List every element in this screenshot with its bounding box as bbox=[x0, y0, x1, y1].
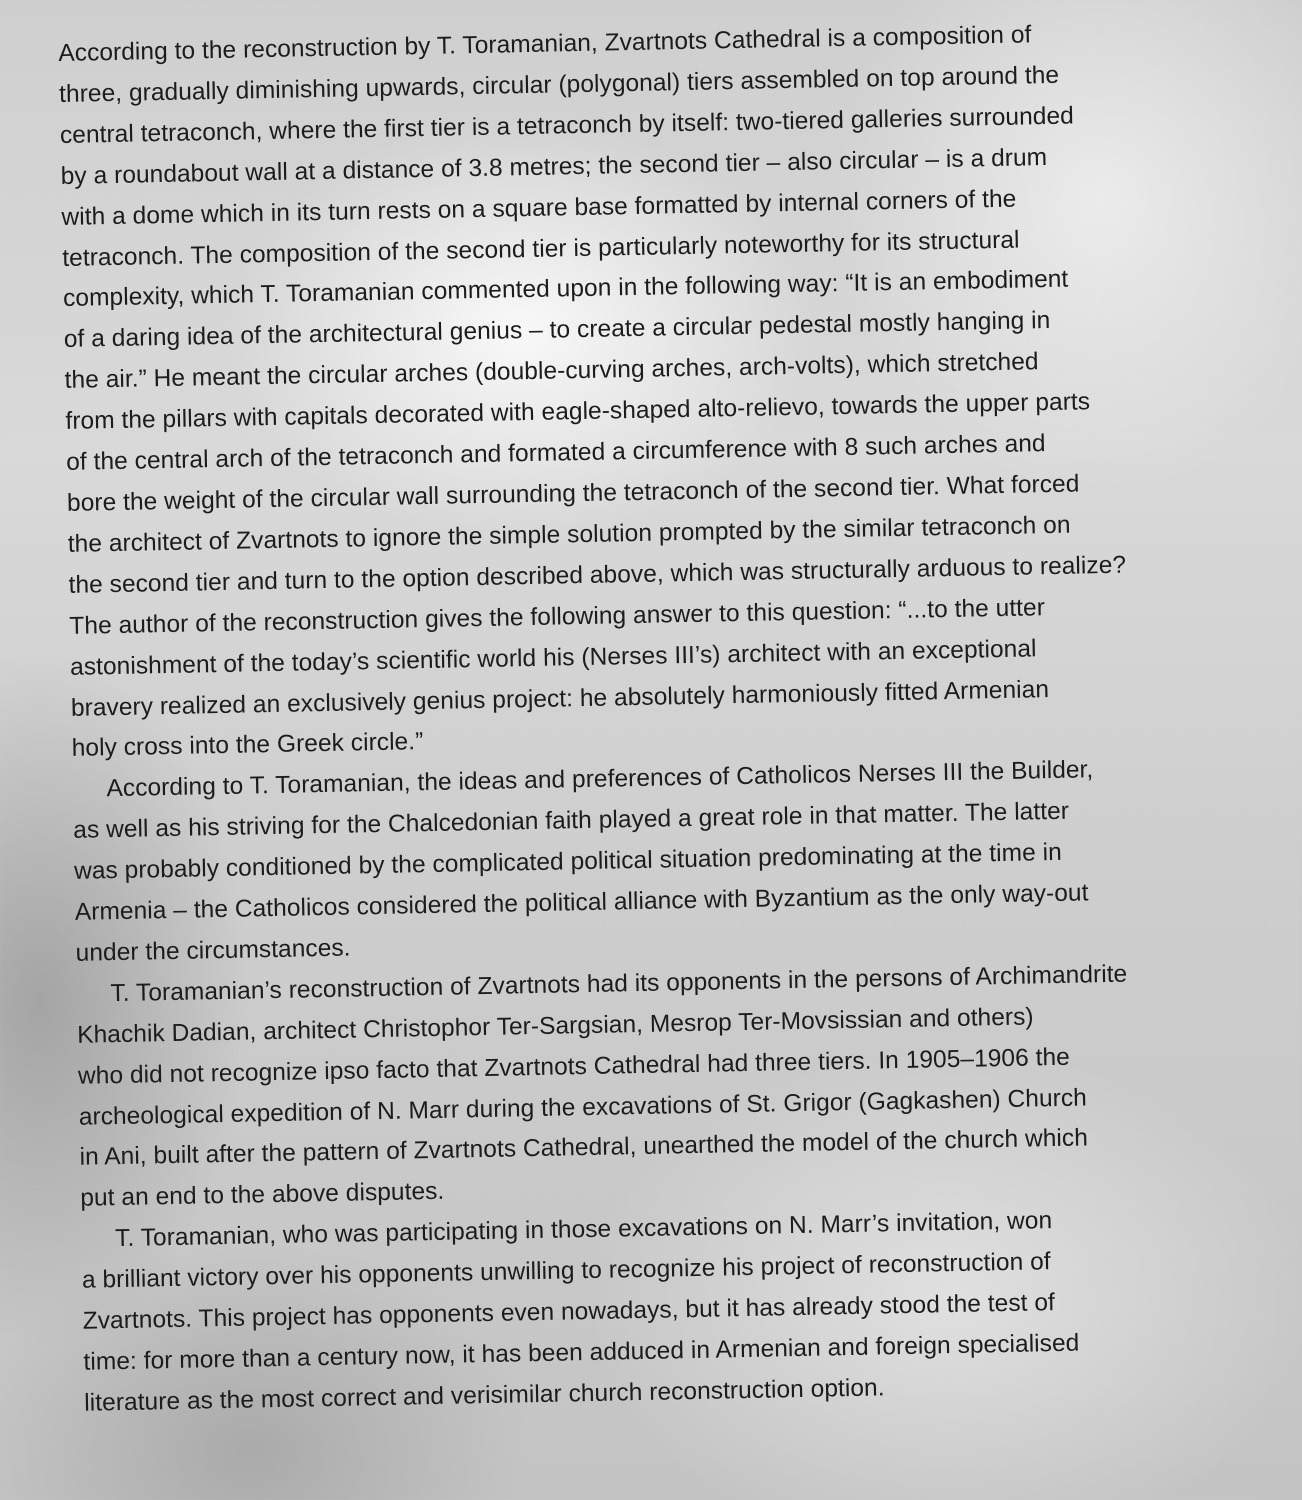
text-line: by a roundabout wall at a distance of 3.8 metres; the second tier – also circular – is a drum bbox=[60, 143, 1048, 190]
document-page bbox=[58, 11, 1302, 1425]
text-line: complexity, which T. Toramanian commented upon in the following way: “It is an embodiment bbox=[62, 266, 1069, 313]
text-line: archeological expedition of N. Marr during the excavations of St. Grigor (Gagkashen) Church bbox=[78, 1084, 1088, 1131]
text-line: the second tier and turn to the option described above, which was structurally arduous to realize? bbox=[68, 551, 1127, 599]
text-line: According to T. Toramanian, the ideas and preferences of Catholicos Nerses III the Builder, bbox=[106, 756, 1094, 803]
text-line: Armenia – the Catholicos considered the political alliance with Byzantium as the only way-out bbox=[74, 879, 1089, 926]
text-line: put an end to the above disputes. bbox=[80, 1178, 445, 1213]
paragraph-1 bbox=[58, 11, 1294, 771]
text-line: the air.” He meant the circular arches (double-curving arches, arch-volts), which stretched bbox=[64, 348, 1039, 395]
text-line: Zvartnots. This project has opponents even nowadays, but it has already stood the test of bbox=[82, 1289, 1056, 1335]
text-line: with a dome which in its turn rests on a square base formatted by internal corners of the bbox=[61, 185, 1017, 231]
paragraph-4 bbox=[81, 1197, 1302, 1425]
text-line: T. Toramanian’s reconstruction of Zvartnots had its opponents in the persons of Archimandrite bbox=[110, 960, 1128, 1008]
text-line: The author of the reconstruction gives the following answer to this question: “...to the utter bbox=[69, 593, 1046, 640]
text-line: a brilliant victory over his opponents unwilling to recognize his project of reconstruction of bbox=[81, 1248, 1051, 1294]
text-line: of the central arch of the tetraconch and formated a circumference with 8 such arches and bbox=[65, 430, 1046, 476]
text-line: bravery realized an exclusively genius project: he absolutely harmoniously fitted Armenian bbox=[70, 675, 1050, 722]
text-line: central tetraconch, where the first tier is a tetraconch by itself: two-tiered galleries surrounded bbox=[59, 102, 1075, 149]
text-line: time: for more than a century now, it has been adduced in Armenian and foreign specialised bbox=[83, 1329, 1080, 1376]
text-line: holy cross into the Greek circle.” bbox=[71, 728, 424, 763]
text-line: tetraconch. The composition of the second tier is particularly noteworthy for its structural bbox=[62, 226, 1020, 272]
text-line: from the pillars with capitals decorated with eagle-shaped alto-relievo, towards the upper parts bbox=[65, 388, 1091, 436]
paragraph-2 bbox=[72, 747, 1298, 975]
text-line: astonishment of the today’s scientific world his (Nerses III’s) architect with an exceptional bbox=[69, 634, 1037, 681]
text-line: According to the reconstruction by T. Toramanian, Zvartnots Cathedral is a composition of bbox=[58, 21, 1032, 67]
text-line: of a daring idea of the architectural genius – to create a circular pedestal mostly hanging in bbox=[63, 307, 1051, 354]
text-line: three, gradually diminishing upwards, circular (polygonal) tiers assembled on top around the bbox=[58, 61, 1060, 108]
text-line: was probably conditioned by the complicated political situation predominating at the time in bbox=[73, 839, 1063, 885]
text-line: the architect of Zvartnots to ignore the simple solution prompted by the similar tetraconch on bbox=[67, 511, 1071, 558]
text-line: literature as the most correct and verisimilar church reconstruction option. bbox=[84, 1374, 885, 1417]
paragraph-3 bbox=[76, 951, 1302, 1220]
text-line: under the circumstances. bbox=[75, 934, 351, 967]
text-line: Khachik Dadian, architect Christophor Ter-Sargsian, Mesrop Ter-Movsissian and others) bbox=[76, 1003, 1034, 1049]
text-line: as well as his striving for the Chalcedonian faith played a great role in that matter. The latter bbox=[73, 797, 1070, 845]
text-line: who did not recognize ipso facto that Zvartnots Cathedral had three tiers. In 1905–1906 the bbox=[77, 1043, 1071, 1090]
text-line: T. Toramanian, who was participating in those excavations on N. Marr’s invitation, won bbox=[114, 1207, 1053, 1253]
text-line: bore the weight of the circular wall surrounding the tetraconch of the second tier. What forced bbox=[66, 470, 1080, 517]
text-line: in Ani, built after the pattern of Zvartnots Cathedral, unearthed the model of the church which bbox=[79, 1124, 1089, 1172]
